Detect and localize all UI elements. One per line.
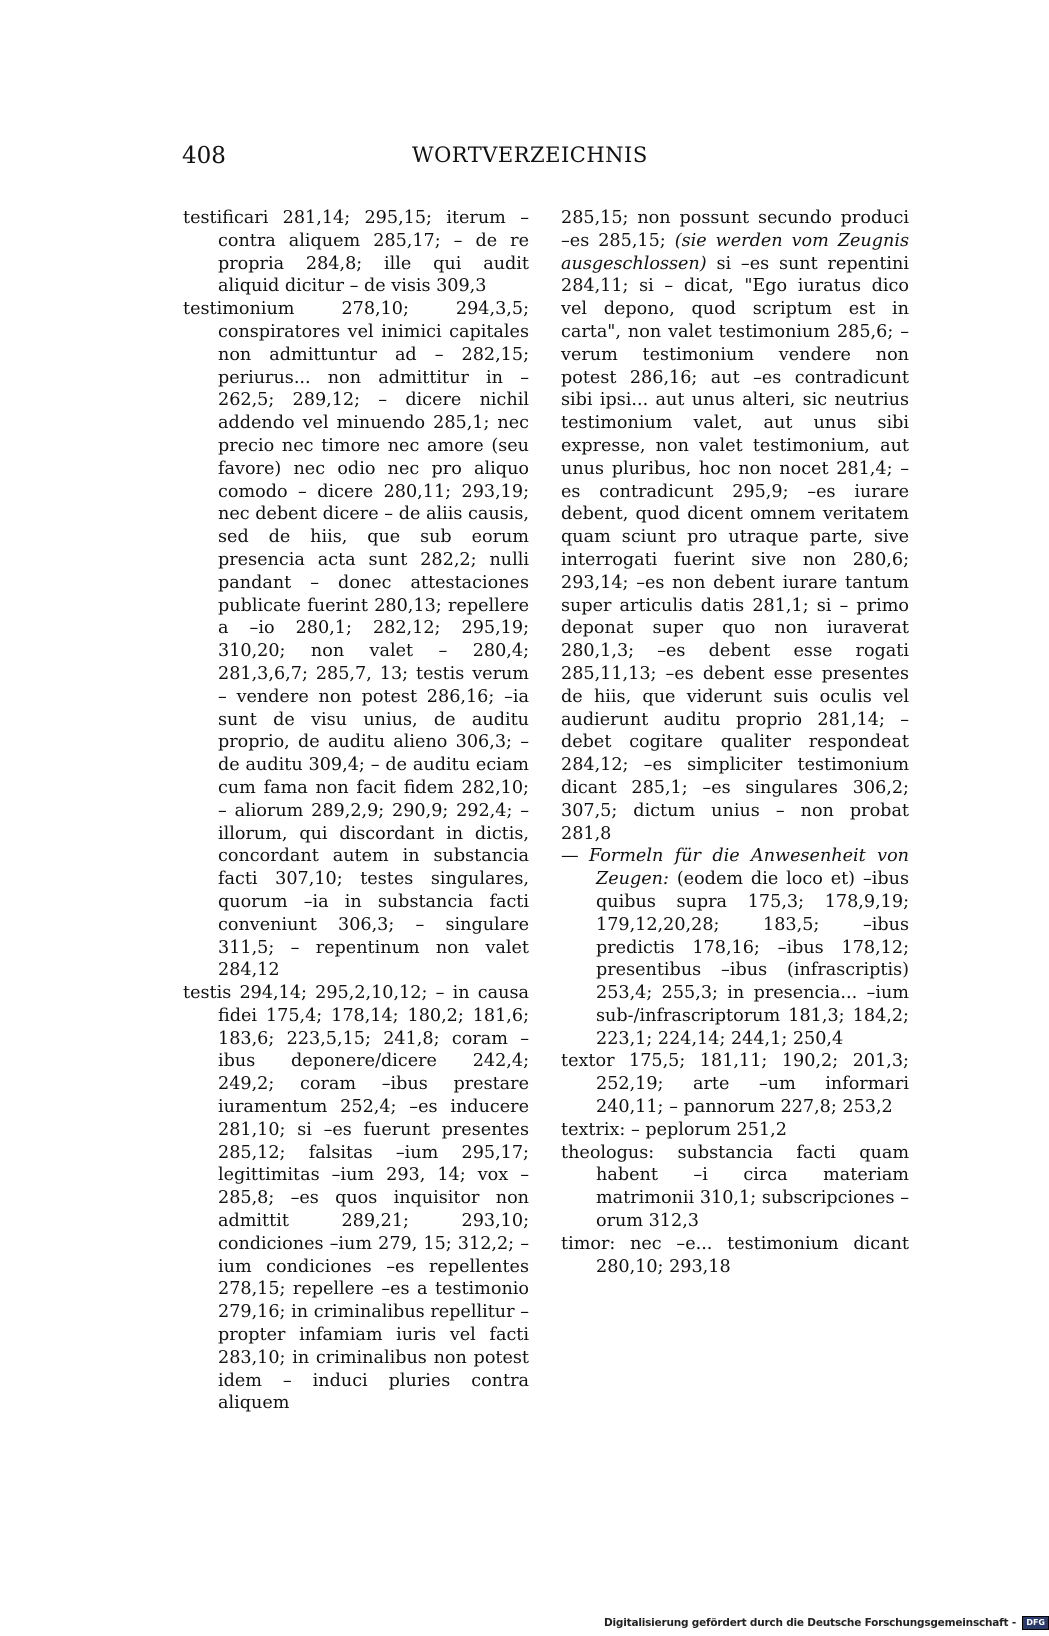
entry-textrix: textrix: – peplorum 251,2 [561, 1119, 787, 1140]
continuation-text: 285,15; non possunt secundo produci –es 285,15; [561, 208, 909, 251]
running-title: WORTVERZEICHNIS [412, 143, 648, 167]
footer-text: Digitalisierung gefördert durch die Deutsche Forschungsgemeinschaft - [604, 1617, 1016, 1629]
subentry-dash: — [561, 846, 579, 867]
subentry-heading: Formeln für die Anwesenheit von Zeugen: [589, 846, 909, 890]
entry-theologus: theologus: substancia facti quam habent –i circa materiam matrimonii 310,1; subscripciones –orum 312,3 [561, 1142, 909, 1232]
editorial-note: (sie werden vom Zeugnis ausgeschlossen) [561, 230, 910, 274]
digitization-footer [604, 1616, 1045, 1630]
entry-testificari: testificari 281,14; 295,15; iterum – contra aliquem 285,17; – de re propria 284,8; ille qui audit aliquid dicitur – de visis 309,3 [183, 208, 529, 297]
left-column [183, 207, 529, 1415]
entry-testimonium: testimonium 278,10; 294,3,5; conspiratores vel inimici capitales non admittuntur ad – 282,15; periurus... non admittitur in – 262,5; 289,12; – dicere nichil addendo vel minuendo 285,1; nec precio nec timore nec amore (seu favore) nec odio nec pro aliquo comodo – dicere 280,11; 293,19; nec debent dicere – de aliis causis, sed de hiis, que sub eorum presencia acta sunt 282,2; nulli pandant – donec attestaciones publicate fuerint 280,13; repellere a –io 280,1; 282,12; 295,19; 310,20; non valet – 280,4; 281,3,6,7; 285,7, 13; testis verum – vendere non potest 286,16; –ia sunt de visu unius, de auditu proprio, de auditu alieno 306,3; – de auditu 309,4; – de auditu eciam cum fama non facit fidem 282,10; – aliorum 289,2,9; 290,9; 292,4; – illorum, qui discordant in dictis, concordant autem in substancia facti 307,10; testes singulares, quorum –ia in substancia facti conveniunt 306,3; – singulare 311,5; – repentinum non valet 284,12 [183, 299, 529, 981]
subentry-formeln [561, 845, 909, 1050]
subentry-text: (eodem die loco et) –ibus quibus supra 175,3; 178,9,19; 179,12,20,28; 183,5; –ibus predictis 178,16; –ibus 178,12; presentibus –ibus (infrascriptis) 253,4; 255,3; in presencia... –ium sub-/infrascriptorum 181,3; 184,2; 223,1; 224,14; 244,1; 250,4 [596, 869, 909, 1049]
dfg-logo-icon: DFG [1022, 1616, 1049, 1630]
entry-testis-continued [561, 207, 909, 845]
right-column [561, 207, 909, 1278]
entry-timor: timor: nec –e... testimonium dicant 280,10; 293,18 [561, 1233, 909, 1277]
continuation-text: si –es sunt repentini 284,11; si – dicat, "Ego iuratus dico vel depono, quod scriptum est in carta", non valet testimonium 285,6; – verum testimonium vendere non potest 286,16; aut –es contradicunt sibi ipsi... aut unus alteri, sic neutrius testimonium valet, aut unus sibi expresse, non valet testimonium, aut unus pluribus, hoc non nocet 281,4; –es contradicunt 295,9; –es iurare debent, quod dicent omnem veritatem quam sciunt pro utraque parte, sive interrogati fuerint sive non 280,6; 293,14; –es non debent iurare tantum super articulis datis 281,1; si – primo deponat super quo non iuraverat 280,1,3; –es debent esse rogati 285,11,13; –es debent esse presentes de hiis, que viderunt suis oculis vel audierunt auditu proprio 281,14; – debet cogitare qualiter respondeat 284,12; –es simpliciter testimonium dicant 285,1; –es singulares 306,2; 307,5; dictum unius – non probat 281,8 [561, 253, 909, 844]
page-header [0, 143, 1000, 173]
entry-textor: textor 175,5; 181,11; 190,2; 201,3; 252,19; arte –um informari 240,11; – pannorum 227,8; 253,2 [561, 1051, 909, 1118]
entry-testis: testis 294,14; 295,2,10,12; – in causa fidei 175,4; 178,14; 180,2; 181,6; 183,6; 223,5,15; 241,8; coram –ibus deponere/dicere 242,4; 249,2; coram –ibus prestare iuramentum 252,4; –es inducere 281,10; si –es fuerunt presentes 285,12; falsitas –ium 295,17; legittimitas –ium 293, 14; vox – 285,8; –es quos inquisitor non admittit 289,21; 293,10; condiciones –ium 279, 15; 312,2; –ium condiciones –es repellentes 278,15; repellere –es a testimonio 279,16; in criminalibus repellitur – propter infamiam iuris vel facti 283,10; in criminalibus non potest idem – induci pluries contra aliquem [183, 983, 529, 1414]
page-number: 408 [182, 143, 226, 169]
